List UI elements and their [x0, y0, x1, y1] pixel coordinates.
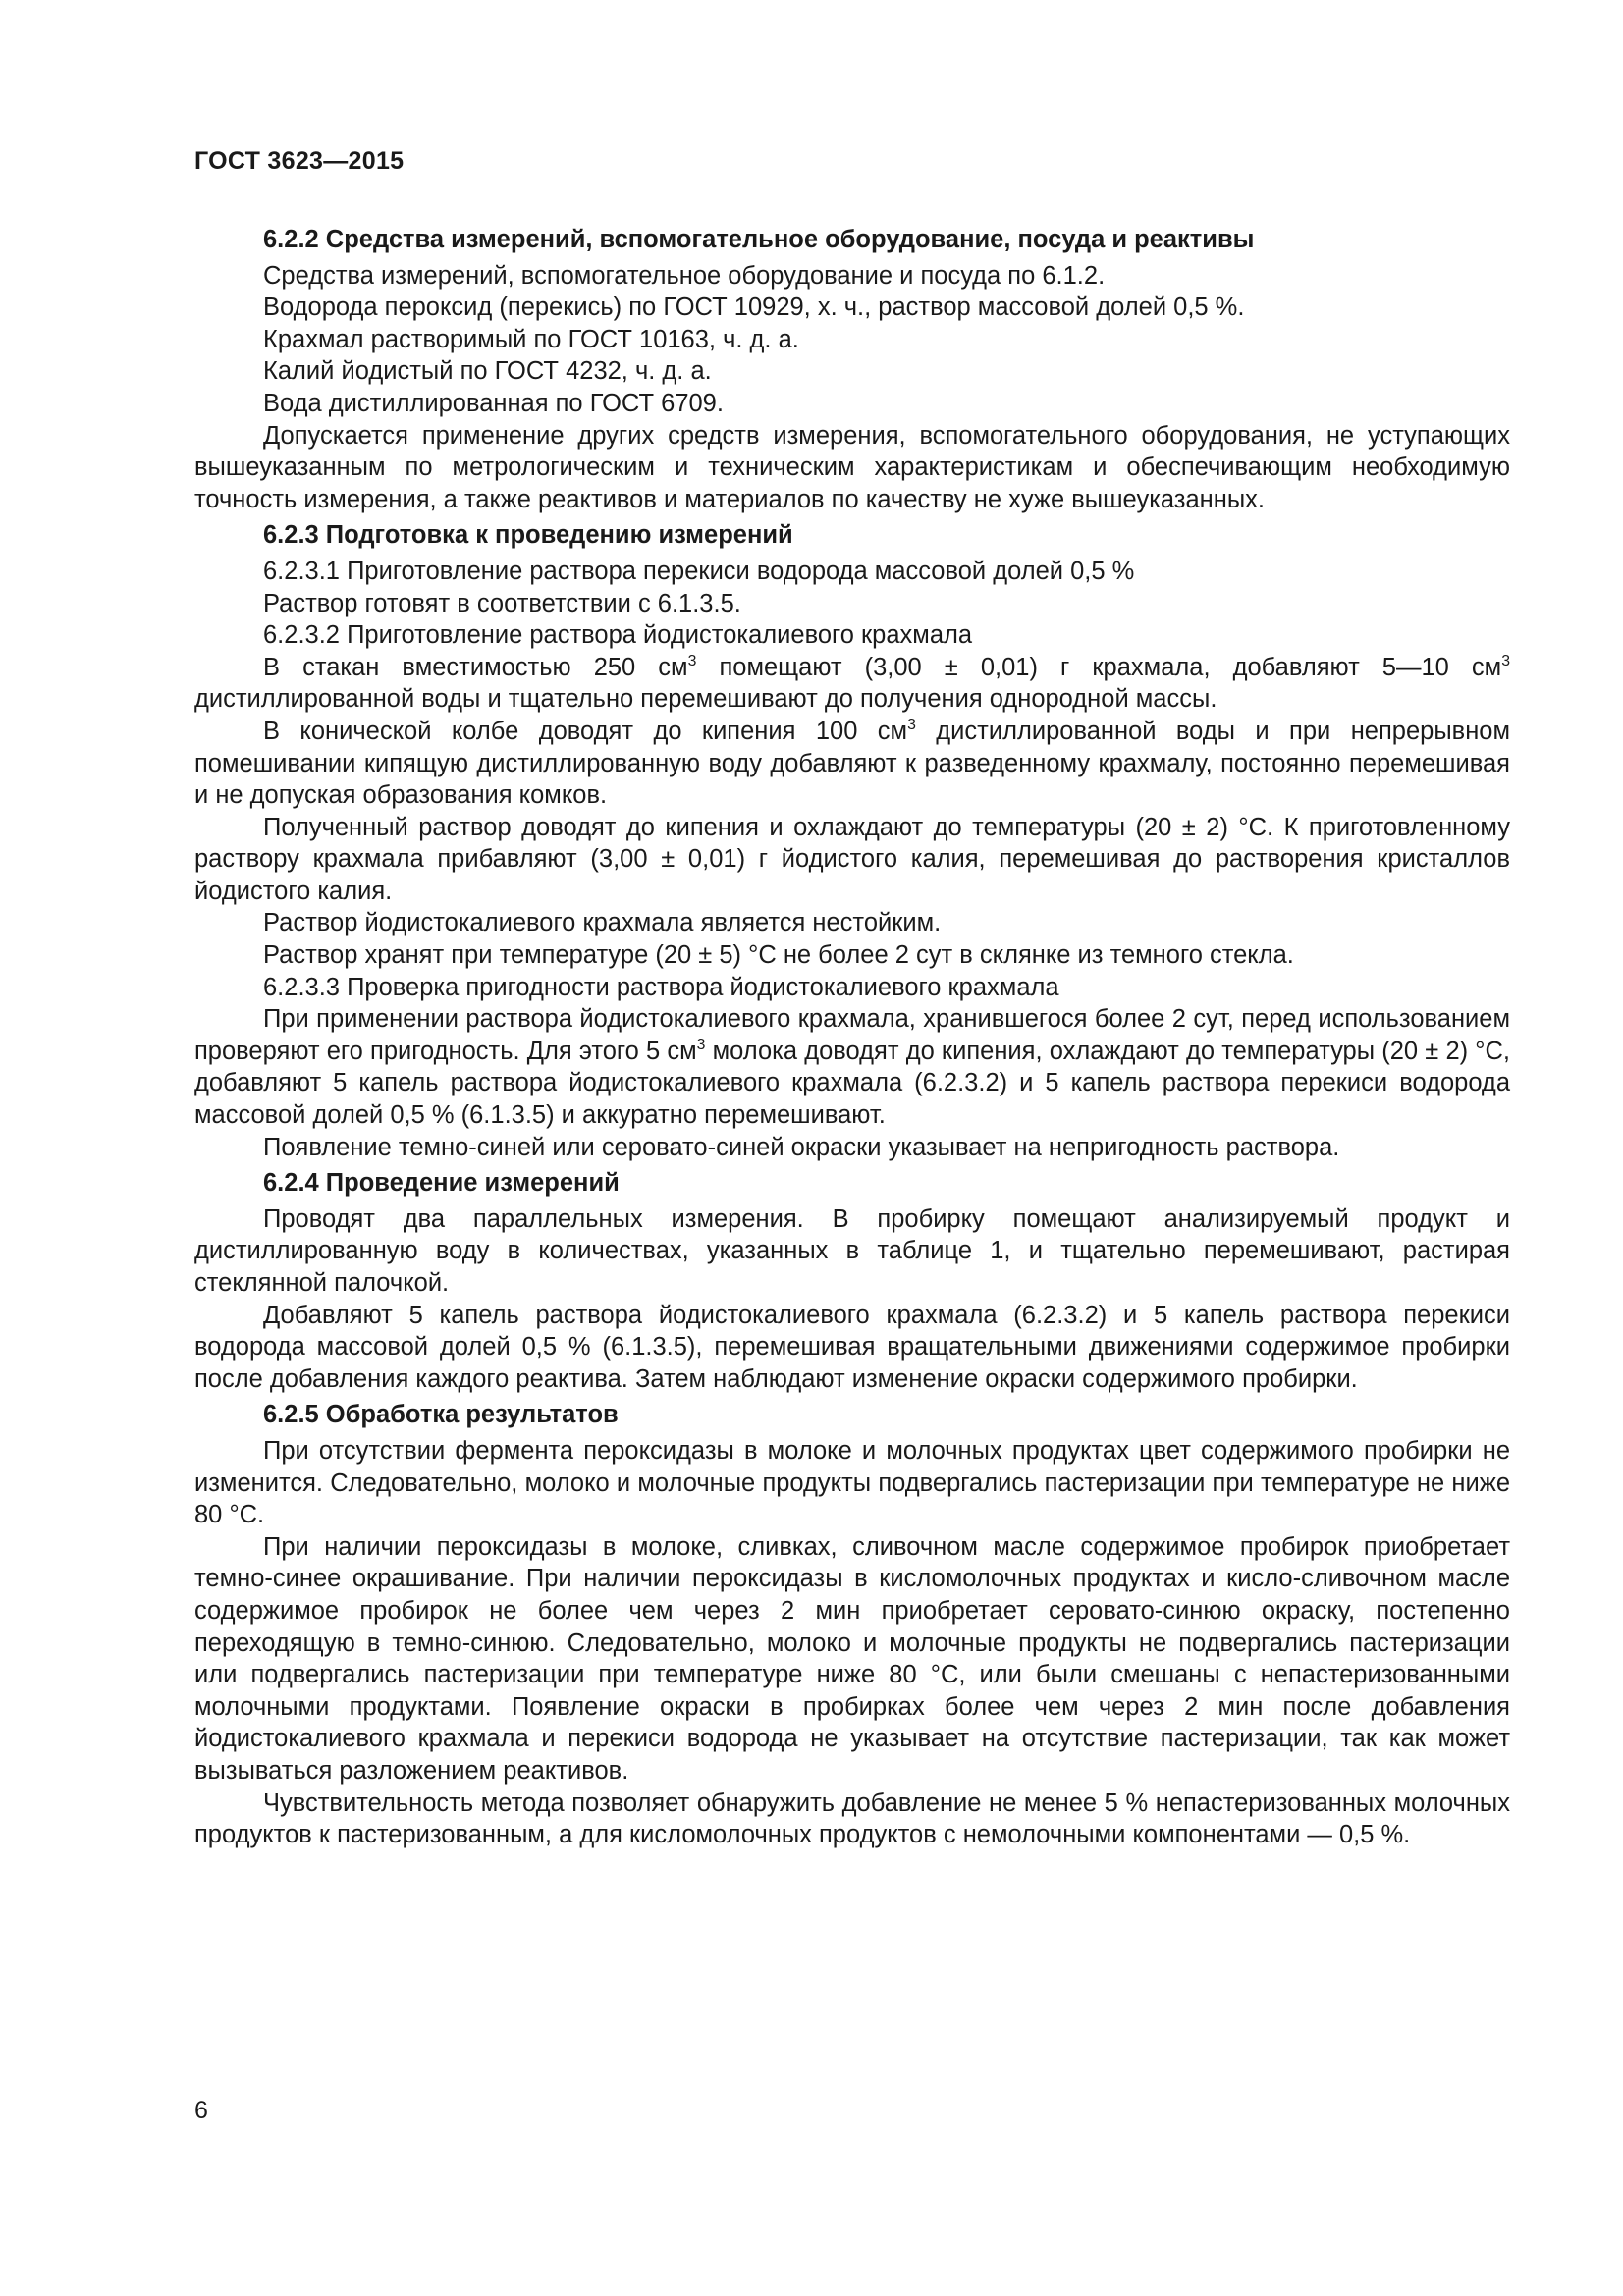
paragraph: При отсутствии фермента пероксидазы в молоке и молочных продуктах цвет содержимого пробирки не изменится. Следовательно, молоко и молочные продукты подвергались пастеризации при температуре не ниже 80 °С. [194, 1436, 1510, 1529]
paragraph: Добавляют 5 капель раствора йодистокалиевого крахмала (6.2.3.2) и 5 капель раствора перекиси водорода массовой долей 0,5 % (6.1.3.5), перемешивая вращательными движениями содержимое пробирки после добавления каждого реактива. Затем наблюдают изменение окраски содержимого пробирки. [194, 1301, 1510, 1393]
paragraph: Водорода пероксид (перекись) по ГОСТ 10929, х. ч., раствор массовой долей 0,5 %. [263, 294, 1245, 322]
paragraph: Крахмал растворимый по ГОСТ 10163, ч. д. а. [263, 325, 799, 353]
paragraph: Средства измерений, вспомогательное оборудование и посуда по 6.1.2. [263, 261, 1106, 290]
paragraph: Раствор хранят при температуре (20 ± 5) °С не более 2 сут в склянке из темного стекла. [263, 941, 1294, 970]
section-heading-6-2-5: 6.2.5 Обработка результатов [263, 1401, 619, 1429]
paragraph: Появление темно-синей или серовато-синей окраски указывает на непригодность раствора. [263, 1133, 1340, 1161]
section-heading-6-2-4: 6.2.4 Проведение измерений [263, 1169, 620, 1198]
page-number: 6 [194, 2097, 208, 2124]
paragraph [194, 716, 1510, 812]
section-heading-6-2-3: 6.2.3 Подготовка к проведению измерений [263, 521, 793, 550]
document-body [194, 224, 1510, 1851]
superscript: 3 [687, 652, 697, 669]
paragraph: Полученный раствор доводят до кипения и охлаждают до температуры (20 ± 2) °С. К приготовленному раствору крахмала прибавляют (3,00 ± 0,01) г йодистого калия, перемешивая до растворения кристаллов йодистого калия. [194, 813, 1510, 905]
subsection-title-6-2-3-3: 6.2.3.3 Проверка пригодности раствора йодистокалиевого крахмала [263, 973, 1059, 1001]
paragraph [194, 1003, 1510, 1131]
paragraph: Чувствительность метода позволяет обнаружить добавление не менее 5 % непастеризованных молочных продуктов к пастеризованным, а для кисломолочных продуктов с немолочными компонентами — 0,5 %. [194, 1789, 1510, 1849]
text-run: дистиллированной воды и тщательно перемешивают до получения однородной массы. [194, 685, 1217, 714]
paragraph: Раствор готовят в соответствии с 6.1.3.5. [263, 589, 741, 617]
text-run: В стакан вместимостью 250 см [263, 653, 688, 681]
text-run: помещают (3,00 ± 0,01) г крахмала, добавляют 5—10 см [696, 653, 1502, 681]
document-header: ГОСТ 3623—2015 [194, 147, 405, 175]
paragraph: Вода дистиллированная по ГОСТ 6709. [263, 389, 724, 417]
text-run: молока доводят до кипения, охлаждают до температуры (20 ± 2) °С, добавляют 5 капель раствора йодистокалиевого крахмала (6.2.3.2) и 5 капель раствора перекиси водорода массовой долей 0,5 % (6.1.3.5) и аккуратно перемешивают. [194, 1037, 1510, 1130]
paragraph: Допускается применение других средств измерения, вспомогательного оборудования, не уступающих вышеуказанным по метрологическим и техническим характеристикам и обеспечивающим необходимую точность измерения, а также реактивов и материалов по качеству не хуже вышеуказанных. [194, 421, 1510, 513]
subsection-title-6-2-3-2: 6.2.3.2 Приготовление раствора йодистокалиевого крахмала [263, 621, 973, 650]
subsection-title-6-2-3-1: 6.2.3.1 Приготовление раствора перекиси водорода массовой долей 0,5 % [263, 557, 1135, 585]
text-run: При применении раствора йодистокалиевого крахмала, хранившегося более 2 сут, перед использованием проверяют его пригодность. Для этого 5 см [194, 1005, 1510, 1065]
paragraph: Проводят два параллельных измерения. В пробирку помещают анализируемый продукт и дистиллированную воду в количествах, указанных в таблице 1, и тщательно перемешивают, растирая стеклянной палочкой. [194, 1204, 1510, 1297]
text-run: В конической колбе доводят до кипения 100 см [263, 717, 908, 745]
paragraph [194, 652, 1510, 716]
superscript: 3 [696, 1037, 706, 1054]
text-run: дистиллированной воды и при непрерывном помешивании кипящую дистиллированную воду добавляют к разведенному крахмалу, постоянно перемешивая и не допуская образования комков. [194, 717, 1510, 810]
paragraph: Калий йодистый по ГОСТ 4232, ч. д. а. [263, 357, 712, 386]
paragraph: Раствор йодистокалиевого крахмала является нестойким. [263, 909, 942, 937]
paragraph: При наличии пероксидазы в молоке, сливках, сливочном масле содержимое пробирок приобретает темно-синее окрашивание. При наличии пероксидазы в кисломолочных продуктах и кисло-сливочном масле содержимое пробирок не более чем через 2 мин приобретает серовато-синюю окраску, постепенно переходящую в темно-синюю. Следовательно, молоко и молочные продукты не подвергались пастеризации или подвергались пастеризации при температуре ниже 80 °С, или были смешаны с непастеризованными молочными продуктами. Появление окраски в пробирках более чем через 2 мин после добавления йодистокалиевого крахмала и перекиси водорода не указывает на отсутствие пастеризации, так как может вызываться разложением реактивов. [194, 1532, 1510, 1785]
section-heading-6-2-2: 6.2.2 Средства измерений, вспомогательное оборудование, посуда и реактивы [263, 226, 1255, 253]
superscript: 3 [907, 717, 916, 734]
superscript: 3 [1501, 652, 1510, 669]
